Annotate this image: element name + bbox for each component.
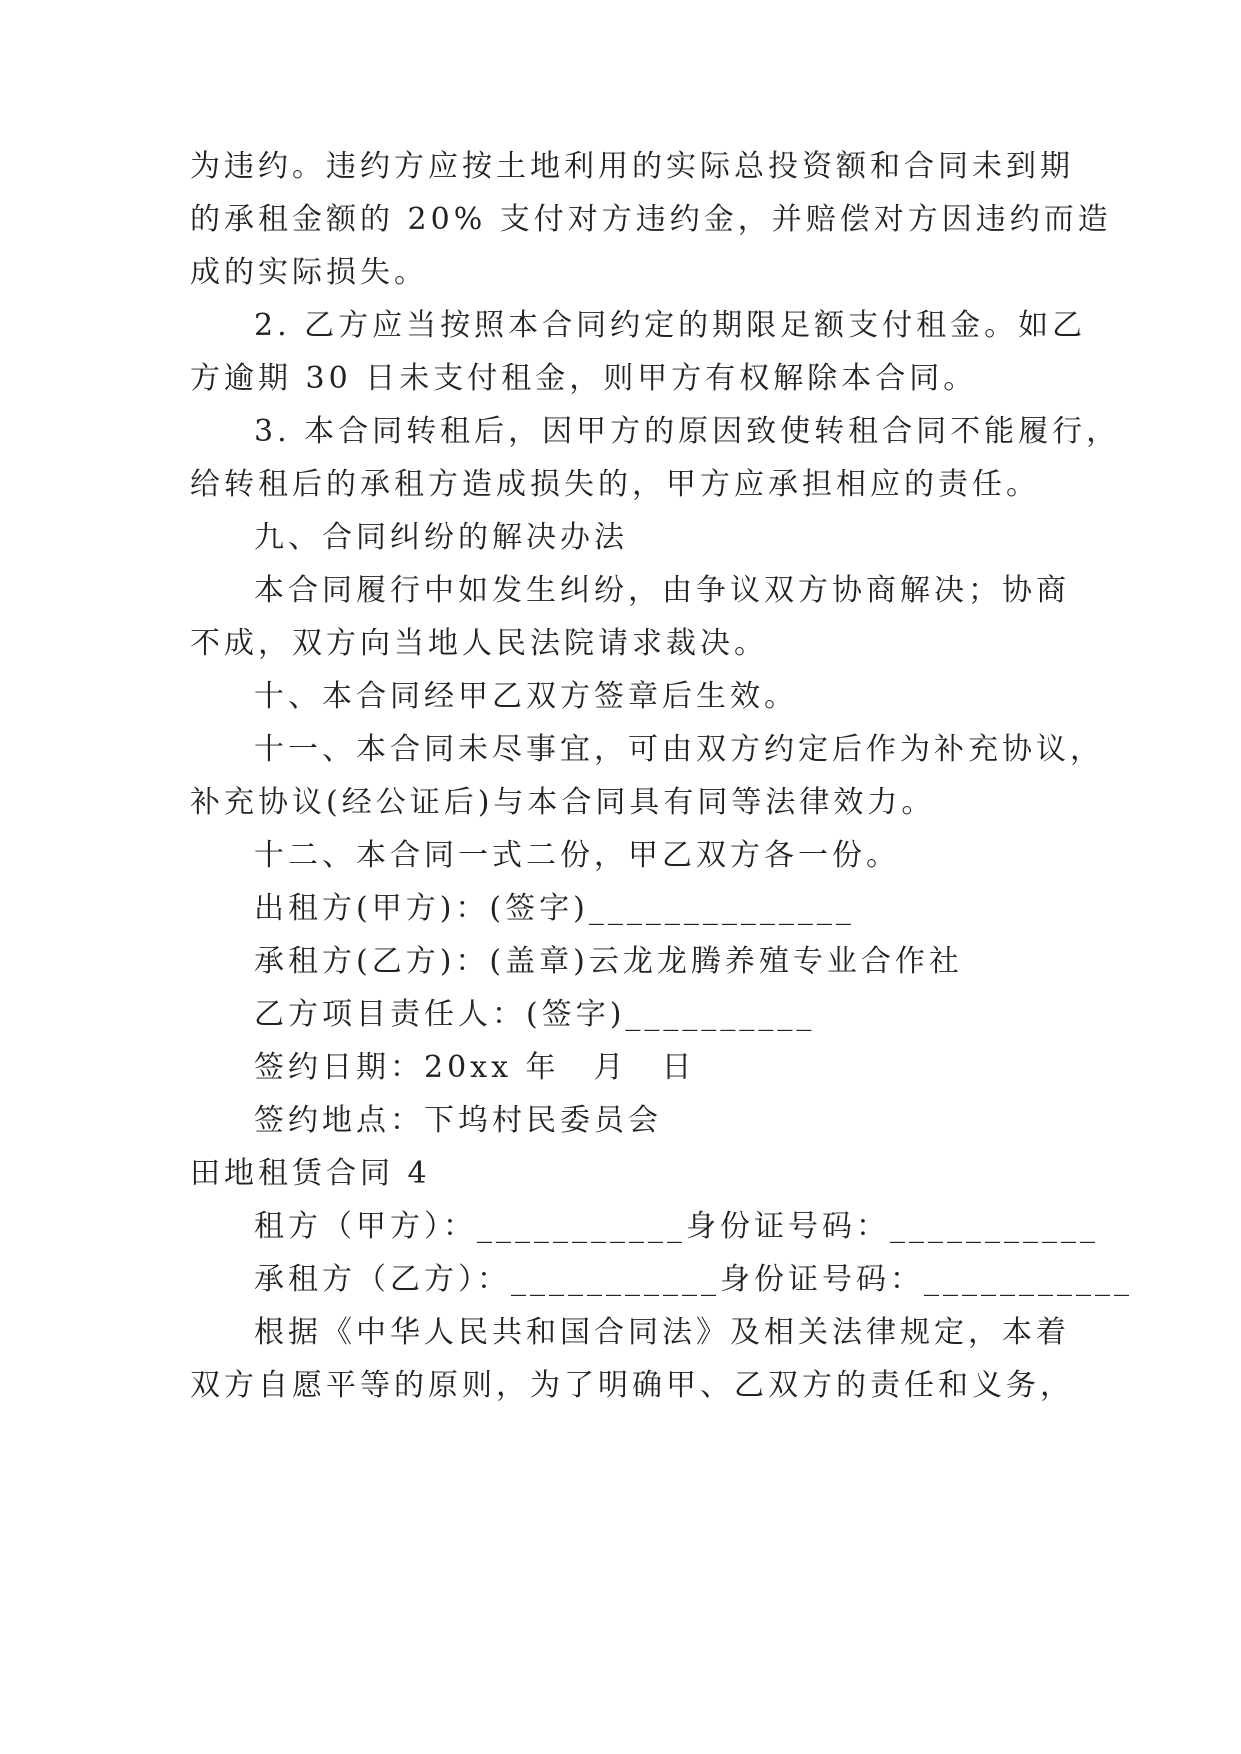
section-heading: 九、合同纠纷的解决办法: [254, 520, 628, 555]
text-line: 十、本合同经甲乙双方签章后生效。: [254, 679, 798, 714]
text-line: 2. 乙方应当按照本合同约定的期限足额支付租金。如乙: [254, 308, 1087, 343]
signature-line-lessee: 承租方(乙方)：(盖章)云龙龙腾养殖专业合作社: [254, 944, 963, 979]
text-line: 根据《中华人民共和国合同法》及相关法律规定，本着: [254, 1315, 1070, 1350]
text-line: 不成，双方向当地人民法院请求裁决。: [190, 626, 768, 661]
signing-place: 签约地点：下坞村民委员会: [254, 1103, 662, 1138]
text-line: 十一、本合同未尽事宜，可由双方约定后作为补充协议，: [254, 732, 1104, 767]
signing-date: 签约日期：20xx 年 月 日: [254, 1050, 696, 1085]
text-line: 双方自愿平等的原则，为了明确甲、乙双方的责任和义务，: [190, 1368, 1074, 1403]
text-line: 补充协议(经公证后)与本合同具有同等法律效力。: [190, 785, 936, 820]
text-line: 十二、本合同一式二份，甲乙双方各一份。: [254, 838, 900, 873]
party-a-line: 租方（甲方）：___________身份证号码：___________: [254, 1209, 1099, 1244]
party-b-line: 承租方（乙方）：___________身份证号码：___________: [254, 1262, 1133, 1297]
text-line: 方逾期 30 日未支付租金，则甲方有权解除本合同。: [190, 361, 978, 396]
signature-line-project-lead: 乙方项目责任人：(签字)__________: [254, 997, 816, 1032]
text-line: 给转租后的承租方造成损失的，甲方应承担相应的责任。: [190, 467, 1040, 502]
text-line: 为违约。违约方应按土地利用的实际总投资额和合同未到期: [190, 149, 1074, 184]
signature-line-lessor: 出租方(甲方)：(签字)______________: [254, 891, 855, 926]
text-line: 成的实际损失。: [190, 255, 428, 290]
text-line: 的承租金额的 20% 支付对方违约金，并赔偿对方因违约而造: [190, 202, 1112, 237]
text-line: 本合同履行中如发生纠纷，由争议双方协商解决；协商: [254, 573, 1070, 608]
contract-title: 田地租赁合同 4: [190, 1156, 431, 1191]
text-line: 3. 本合同转租后，因甲方的原因致使转租合同不能履行，: [254, 414, 1121, 449]
